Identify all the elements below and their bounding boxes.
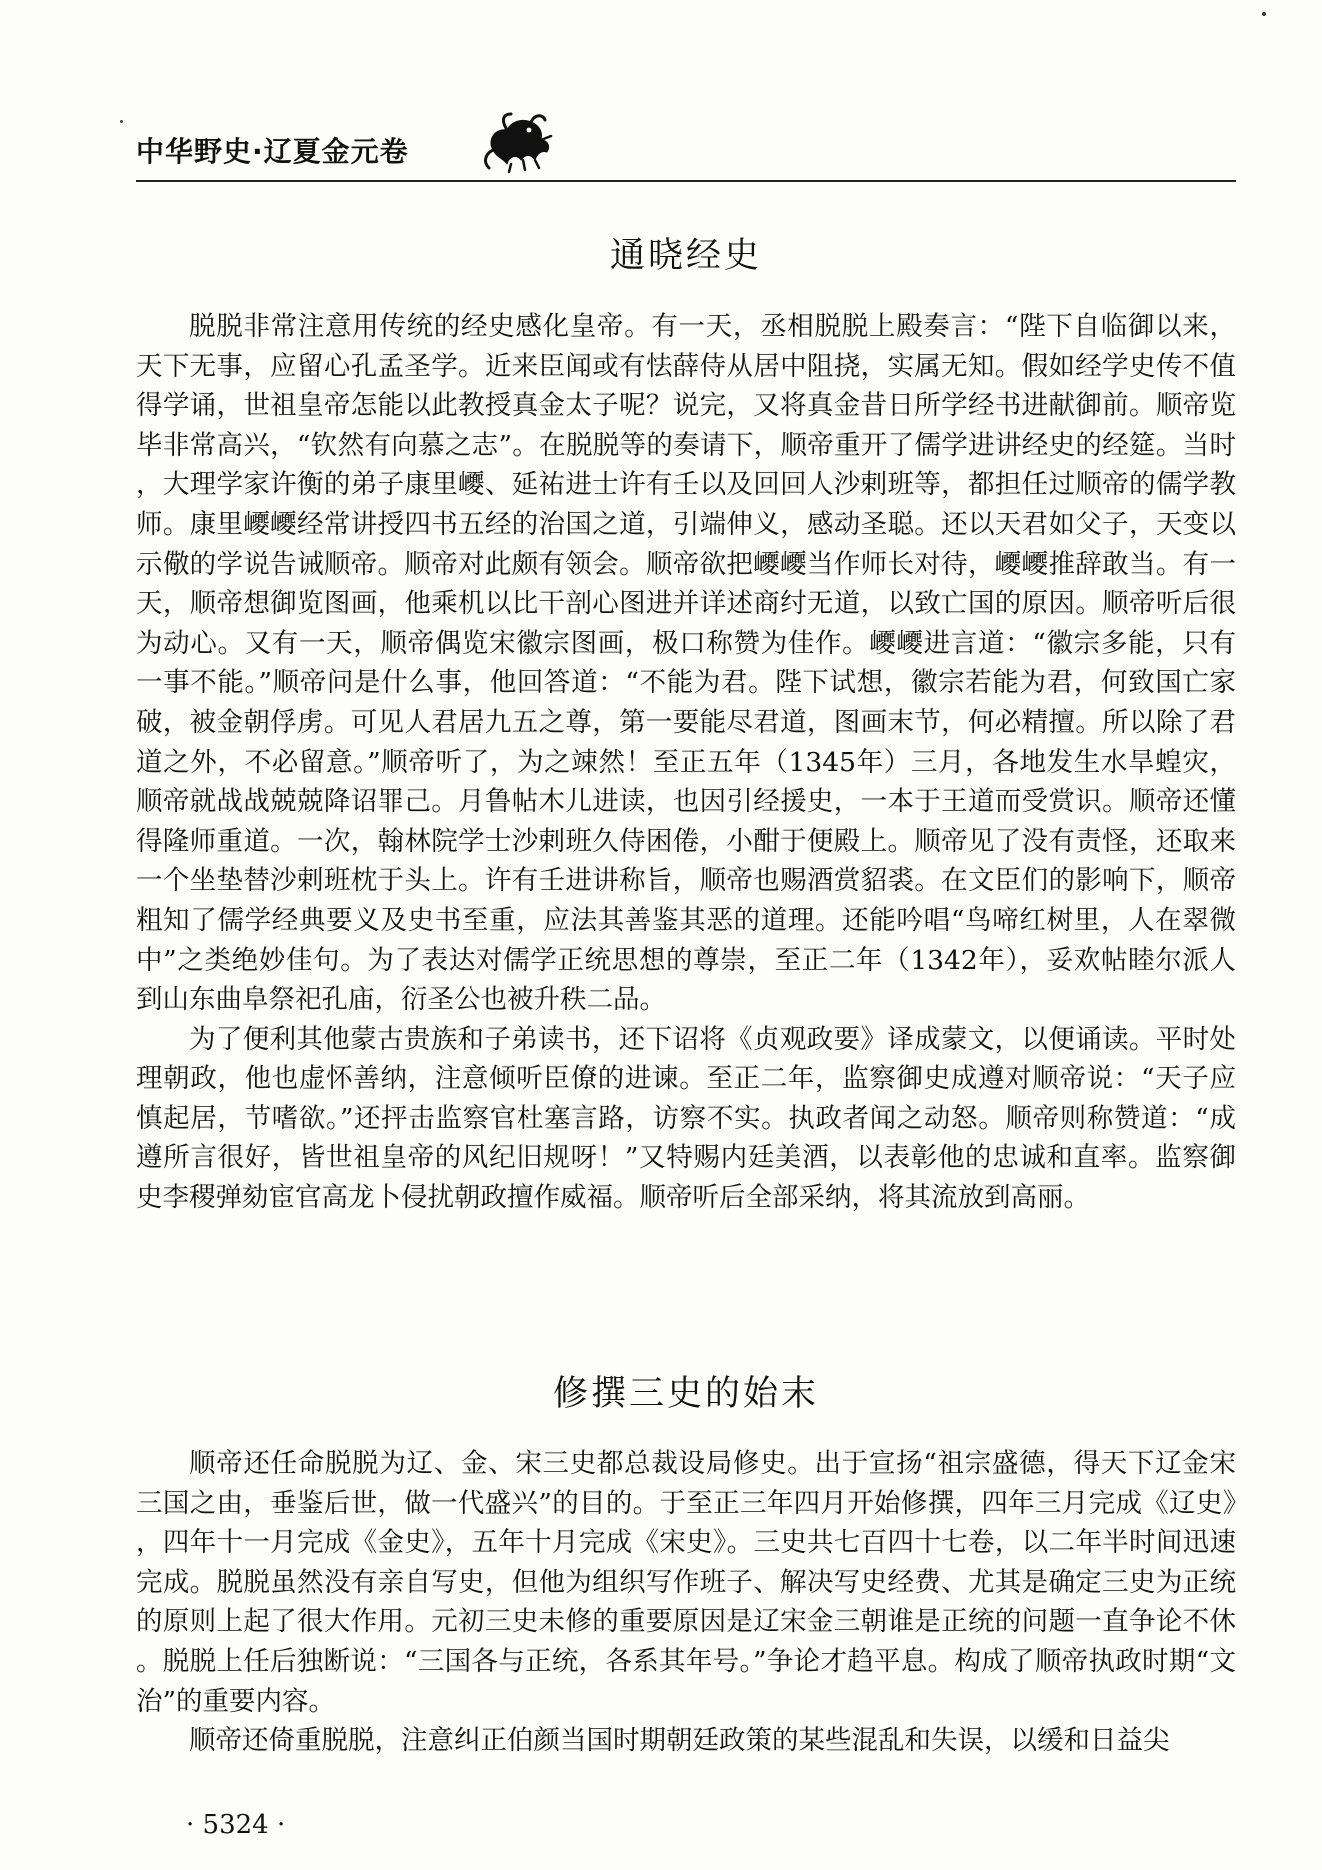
book-title: 中华野史·辽夏金元卷 xyxy=(136,135,409,168)
paragraph: 为了便利其他蒙古贵族和子弟读书，还下诏将《贞观政要》译成蒙文，以便诵读。平时处理朝政，他也虚怀善纳，注意倾听臣僚的进谏。至正二年，监察御史成遵对顺帝说：“天子应慎起居，节嗜欲。”还抨击监察官杜塞言路，访察不实。执政者闻之动怒。顺帝则称赞道：“成遵所言很好，皆世祖皇帝的风纪旧规呀！”又特赐内廷美酒，以表彰他的忠诚和直率。监察御史李稷弹劾宦官高龙卜侵扰朝政擅作威福。顺帝听后全部采纳，将其流放到高丽。 xyxy=(136,1023,1236,1214)
paragraph: 脱脱非常注意用传统的经史感化皇帝。有一天，丞相脱脱上殿奏言：“陛下自临御以来，天下无事，应留心孔孟圣学。近来臣闻或有怯薛侍从居中阻挠，实属无知。假如经学史传不值得学诵，世祖皇帝怎能以此教授真金太子呢？说完，又将真金昔日所学经书进献御前。顺帝览毕非常高兴，“钦然有向慕之志”。在脱脱等的奏请下，顺帝重开了儒学进讲经史的经筵。当时，大理学家许衡的弟子康里巎、延祐进士许有壬以及回回人沙剌班等，都担任过顺帝的儒学教师。康里巎巎经常讲授四书五经的治国之道，引端伸义，感动圣聪。还以天君如父子，天变以示儆的学说告诫顺帝。顺帝对此颇有领会。顺帝欲把巎巎当作师长对待，巎巎推辞敢当。有一天，顺帝想御览图画，他乘机以比干剖心图进并详述商纣无道，以致亡国的原因。顺帝听后很为动心。又有一天，顺帝偶览宋徽宗图画，极口称赞为佳作。巎巎进言道：“徽宗多能，只有一事不能。”顺帝问是什么事，他回答道：“不能为君。陛下试想，徽宗若能为君，何致国亡家破，被金朝俘虏。可见人君居九五之尊，第一要能尽君道，图画末节，何必精擅。所以除了君道之外，不必留意。”顺帝听了，为之竦然！至正五年（1345年）三月，各地发生水旱蝗灾，顺帝就战战兢兢降诏罪己。月鲁帖木儿进读，也因引经援史，一本于王道而受赏识。顺帝还懂得隆师重道。一次，翰林院学士沙剌班久侍困倦，小酣于便殿上。顺帝见了没有责怪，还取来一个坐垫替沙剌班枕于头上。许有壬进讲称旨，顺帝也赐酒赏貂裘。在文臣们的影响下，顺帝粗知了儒学经典要义及史书至重，应法其善鉴其恶的道理。还能吟唱“鸟啼红树里，人在翠微中”之类绝妙佳句。为了表达对儒学正统思想的尊崇，至正二年（1342年），妥欢帖睦尔派人到山东曲阜祭祀孔庙，衍圣公也被升秩二品。 xyxy=(136,311,1236,1016)
section-heading: 通晓经史 xyxy=(609,236,762,276)
section-body xyxy=(136,1444,1236,1761)
scan-speck xyxy=(1262,12,1266,16)
section-heading: 修撰三史的始末 xyxy=(552,1374,819,1414)
paragraph: 顺帝还任命脱脱为辽、金、宋三史都总裁设局修史。出于宣扬“祖宗盛德，得天下辽金宋三国之由，垂鉴后世，做一代盛兴”的目的。于至正三年四月开始修撰，四年三月完成《辽史》，四年十一月完成《金史》，五年十月完成《宋史》。三史共七百四十七卷，以二年半时间迅速完成。脱脱虽然没有亲自写史，但他为组织写作班子、解决写史经费、尤其是确定三史为正统的原则上起了很大作用。元初三史未修的重要原因是辽宋金三朝谁是正统的问题一直争论不休。脱脱上任后独断说：“三国各与正统，各系其年号。”争论才趋平息。构成了顺帝执政时期“文治”的重要内容。 xyxy=(136,1448,1236,1717)
scan-speck xyxy=(120,120,123,123)
header-rule xyxy=(136,180,1236,182)
running-header xyxy=(136,108,1236,184)
dragon-emblem-icon xyxy=(481,110,553,174)
section-body xyxy=(136,307,1236,1218)
page-number: · 5324 · xyxy=(186,1810,286,1840)
paragraph: 顺帝还倚重脱脱，注意纠正伯颜当国时期朝廷政策的某些混乱和失误，以缓和日益尖 xyxy=(189,1725,1170,1757)
